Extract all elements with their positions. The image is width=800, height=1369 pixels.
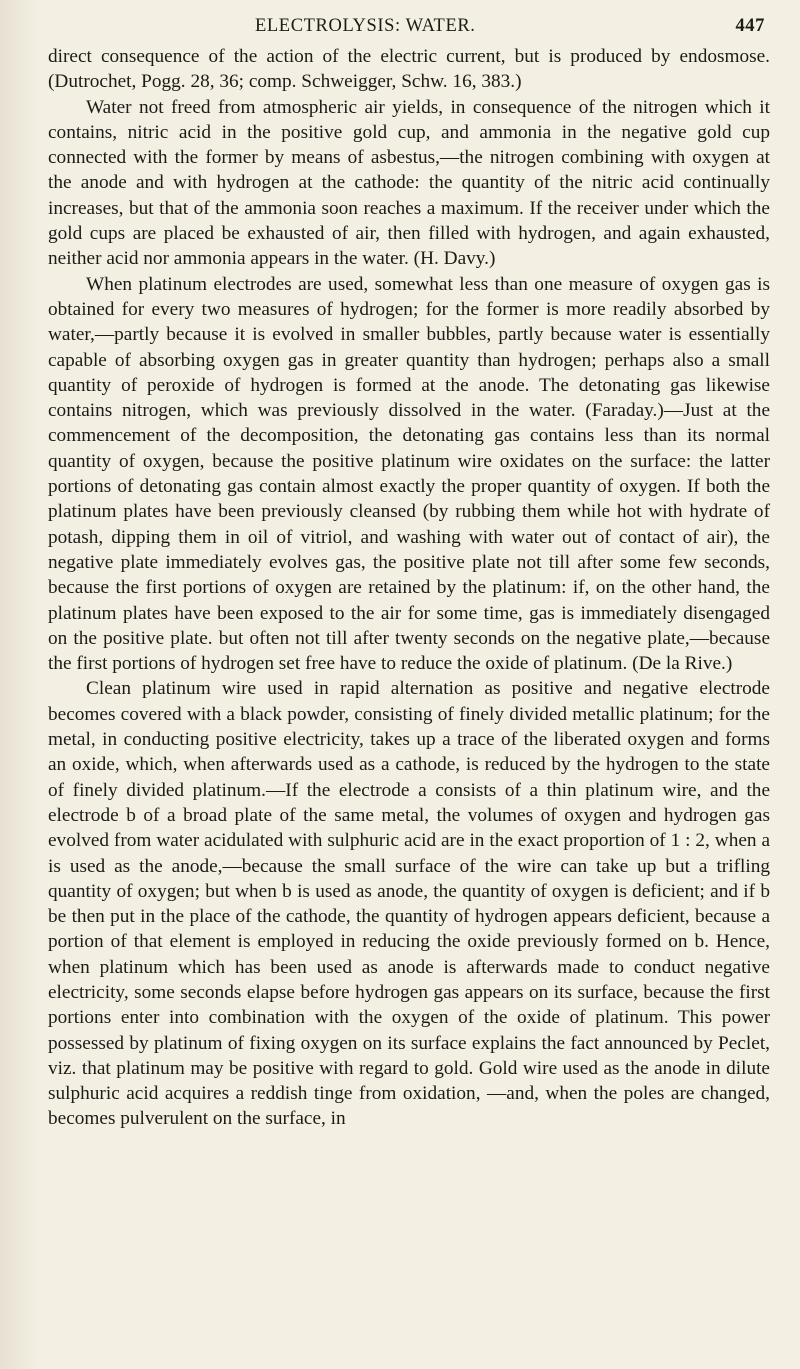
page-number: 447 — [735, 16, 765, 36]
paragraph-platinum-wire: Clean platinum wire used in rapid alternation as positive and negative electrode becomes covered with a black powder, consisting of finely divided metallic platinum; for the metal, in conducting positive electricity, takes up a trace of the liberated oxygen and forms an oxide, which, when afterwards used as a cathode, is reduced by the hydrogen to the state of finely divided platinum.—If the electrode a consists of a thin platinum wire, and the electrode b of a broad plate of the same metal, the volumes of oxygen and hydrogen gas evolved from water acidulated with sulphuric acid are in the exact proportion of 1 : 2, when a is used as the anode,—because the small surface of the wire can take up but a trifling quantity of oxygen; but when b is used as anode, the quantity of oxygen is deficient; and if b be then put in the place of the cathode, the quantity of hydrogen appears deficient, because a portion of that element is employed in reducing the oxide previously formed on b. Hence, when platinum which has been used as anode is afterwards made to conduct negative electricity, some seconds elapse before hydrogen gas appears on its surface, because the first portions enter into combination with the oxygen of the oxide of platinum. This power possessed by platinum of fixing oxygen on its surface explains the fact announced by Peclet, viz. that platinum may be positive with regard to gold. Gold wire used as the anode in dilute sulphuric acid acquires a reddish tinge from oxidation, —and, when the poles are changed, becomes pulverulent on the surface, in — [48, 678, 770, 1130]
body-text — [48, 44, 770, 1132]
running-title: ELECTROLYSIS: WATER. — [255, 16, 476, 36]
paragraph-nitrogen: Water not freed from atmospheric air yields, in consequence of the nitrogen which it contains, nitric acid in the positive gold cup, and ammonia in the negative gold cup connected with the former by means of asbestus,—the nitrogen combining with oxygen at the anode and with hydrogen at the cathode: the quantity of the nitric acid continually increases, but that of the ammonia soon reaches a maximum. If the receiver under which the gold cups are placed be exhausted of air, then filled with hydrogen, and again exhausted, neither acid nor ammonia appears in the water. (H. Davy.) — [48, 96, 770, 270]
paragraph-platinum-electrodes: When platinum electrodes are used, somewhat less than one measure of oxygen gas is obtained for every two measures of hydrogen; for the former is more readily absorbed by water,—partly because it is evolved in smaller bubbles, partly because water is essentially capable of absorbing oxygen gas in greater quantity than hydrogen; perhaps also a small quantity of peroxide of hydrogen is formed at the anode. The detonating gas likewise contains nitrogen, which was previously dissolved in the water. (Faraday.)—Just at the commencement of the decomposition, the detonating gas contains less than its normal quantity of oxygen, because the positive platinum wire oxidates on the surface: the latter portions of detonating gas contain almost exactly the proper quantity of oxygen. If both the platinum plates have been previously cleansed (by rubbing them while hot with hydrate of potash, dipping them in oil of vitriol, and washing with water out of contact of air), the negative plate immediately evolves gas, the positive plate not till after some few seconds, because the first portions of oxygen are retained by the platinum: if, on the other hand, the platinum plates have been exposed to the air for some time, gas is immediately disengaged on the positive plate. but often not till after twenty seconds on the negative plate,—because the first portions of hydrogen set free have to reduce the oxide of platinum. (De la Rive.) — [48, 273, 770, 675]
paragraph-continuation: direct consequence of the action of the electric current, but is produced by endosmose. (Dutrochet, Pogg. 28, 36; comp. Schweigger, Schw. 16, 383.) — [48, 46, 770, 93]
running-header — [255, 10, 790, 40]
